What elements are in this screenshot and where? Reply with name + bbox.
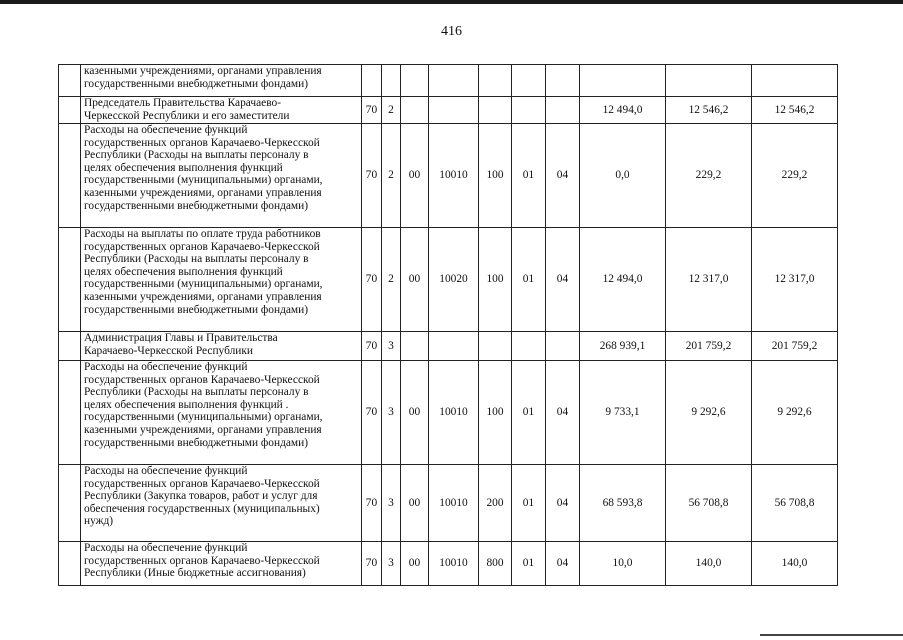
code-subsection-1 (512, 332, 546, 361)
code-section: 2 (382, 228, 401, 332)
amount-year-1: 268 939,1 (580, 332, 666, 361)
code-program: 00 (401, 124, 429, 228)
description-line: государственными внебюджетными фондами) (84, 199, 309, 212)
code-subsection-1: 01 (512, 361, 546, 465)
description-cell (81, 124, 362, 228)
table-row (59, 65, 838, 97)
code-direction: 10010 (429, 361, 479, 465)
code-ministry: 70 (362, 361, 382, 465)
amount-year-2: 229,2 (666, 124, 752, 228)
description-cell (81, 332, 362, 361)
code-section: 3 (382, 465, 401, 542)
code-direction (429, 97, 479, 124)
row-number-cell (59, 97, 81, 124)
amount-year-1: 10,0 (580, 542, 666, 586)
description-line: нужд) (84, 515, 114, 528)
description-line: Расходы на выплаты по оплате труда работников (84, 228, 321, 240)
description-cell (81, 465, 362, 542)
description-line: государственными внебюджетными фондами) (84, 77, 309, 90)
code-ministry (362, 65, 382, 97)
description-cell (81, 65, 362, 97)
amount-year-3: 201 759,2 (752, 332, 838, 361)
code-subsection-1: 01 (512, 542, 546, 586)
code-expense-type (479, 65, 512, 97)
code-subsection-2: 04 (546, 361, 580, 465)
bottom-edge-line (760, 634, 903, 636)
description-line: Председатель Правительства Карачаево- (84, 97, 281, 109)
description-line: государственных органов Карачаево-Черкесской (84, 136, 320, 149)
code-ministry: 70 (362, 124, 382, 228)
amount-year-1: 9 733,1 (580, 361, 666, 465)
code-expense-type: 100 (479, 228, 512, 332)
amount-year-2: 12 317,0 (666, 228, 752, 332)
code-section: 3 (382, 361, 401, 465)
code-expense-type: 100 (479, 361, 512, 465)
amount-year-3: 9 292,6 (752, 361, 838, 465)
row-number-cell (59, 361, 81, 465)
code-subsection-2 (546, 65, 580, 97)
code-subsection-1: 01 (512, 465, 546, 542)
description-line: Республики (Расходы на выплаты персоналу в (84, 253, 309, 266)
code-expense-type (479, 97, 512, 124)
code-section (382, 65, 401, 97)
amount-year-2 (666, 65, 752, 97)
description-line: Республики (Закупка товаров, работ и услуг для (84, 490, 318, 503)
amount-year-1 (580, 65, 666, 97)
description-line: Карачаево-Черкесской Республики (84, 344, 254, 357)
code-direction (429, 332, 479, 361)
table-row (59, 542, 838, 586)
page-number: 416 (441, 24, 462, 39)
code-direction (429, 65, 479, 97)
code-program (401, 332, 429, 361)
amount-year-2: 12 546,2 (666, 97, 752, 124)
amount-year-3 (752, 65, 838, 97)
description-line: целях обеспечения выполнения функций (84, 265, 283, 278)
code-program (401, 97, 429, 124)
description-line: государственных органов Карачаево-Черкесской (84, 240, 320, 253)
description-line: Расходы на обеспечение функций (84, 361, 248, 373)
code-section: 2 (382, 97, 401, 124)
code-program: 00 (401, 361, 429, 465)
amount-year-2: 201 759,2 (666, 332, 752, 361)
description-cell (81, 97, 362, 124)
description-cell (81, 542, 362, 586)
description-line: казенными учреждениями, органами управления (84, 65, 322, 77)
code-direction: 10010 (429, 542, 479, 586)
row-number-cell (59, 228, 81, 332)
code-subsection-2: 04 (546, 228, 580, 332)
code-program (401, 65, 429, 97)
code-program: 00 (401, 542, 429, 586)
budget-table (58, 64, 838, 586)
table-row (59, 465, 838, 542)
amount-year-3: 12 546,2 (752, 97, 838, 124)
row-number-cell (59, 124, 81, 228)
code-section: 2 (382, 124, 401, 228)
code-subsection-1 (512, 97, 546, 124)
description-cell (81, 361, 362, 465)
description-line: целях обеспечения выполнения функций . (84, 398, 289, 411)
amount-year-3: 12 317,0 (752, 228, 838, 332)
code-subsection-1: 01 (512, 228, 546, 332)
description-line: государственных органов Карачаево-Черкесской (84, 477, 320, 490)
row-number-cell (59, 465, 81, 542)
code-program: 00 (401, 228, 429, 332)
description-line: Расходы на обеспечение функций (84, 124, 248, 136)
description-line: Расходы на обеспечение функций (84, 465, 248, 477)
top-border-line (0, 0, 903, 4)
description-line: казенными учреждениями, органами управления (84, 290, 322, 303)
code-expense-type: 100 (479, 124, 512, 228)
description-line: Черкесской Республики и его заместители (84, 109, 290, 122)
code-direction: 10010 (429, 465, 479, 542)
code-subsection-2 (546, 97, 580, 124)
description-line: Республики (Расходы на выплаты персоналу в (84, 386, 309, 399)
description-line: Республики (Расходы на выплаты персоналу в (84, 149, 309, 162)
description-line: государственных органов Карачаево-Черкесской (84, 554, 320, 567)
amount-year-1: 12 494,0 (580, 97, 666, 124)
row-number-cell (59, 65, 81, 97)
table-row (59, 97, 838, 124)
amount-year-1: 12 494,0 (580, 228, 666, 332)
table-row (59, 332, 838, 361)
description-line: казенными учреждениями, органами управления (84, 423, 322, 436)
code-expense-type (479, 332, 512, 361)
code-direction: 10010 (429, 124, 479, 228)
code-ministry: 70 (362, 332, 382, 361)
table-row (59, 228, 838, 332)
code-ministry: 70 (362, 97, 382, 124)
code-expense-type: 800 (479, 542, 512, 586)
code-program: 00 (401, 465, 429, 542)
description-line: государственными (муниципальными) органами, (84, 174, 323, 187)
description-cell (81, 228, 362, 332)
amount-year-2: 140,0 (666, 542, 752, 586)
description-line: государственными (муниципальными) органами, (84, 411, 323, 424)
code-subsection-2: 04 (546, 465, 580, 542)
code-subsection-1: 01 (512, 124, 546, 228)
table-row (59, 361, 838, 465)
code-direction: 10020 (429, 228, 479, 332)
description-line: целях обеспечения выполнения функций (84, 161, 283, 174)
code-subsection-2: 04 (546, 542, 580, 586)
code-subsection-2: 04 (546, 124, 580, 228)
row-number-cell (59, 332, 81, 361)
row-number-cell (59, 542, 81, 586)
code-subsection-2 (546, 332, 580, 361)
amount-year-3: 56 708,8 (752, 465, 838, 542)
amount-year-2: 9 292,6 (666, 361, 752, 465)
code-expense-type: 200 (479, 465, 512, 542)
amount-year-1: 0,0 (580, 124, 666, 228)
code-subsection-1 (512, 65, 546, 97)
amount-year-2: 56 708,8 (666, 465, 752, 542)
amount-year-3: 140,0 (752, 542, 838, 586)
code-section: 3 (382, 542, 401, 586)
description-line: государственными (муниципальными) органами, (84, 278, 323, 291)
description-line: государственных органов Карачаево-Черкесской (84, 373, 320, 386)
code-ministry: 70 (362, 228, 382, 332)
code-ministry: 70 (362, 542, 382, 586)
description-line: государственными внебюджетными фондами) (84, 436, 309, 449)
description-line: казенными учреждениями, органами управления (84, 186, 322, 199)
code-section: 3 (382, 332, 401, 361)
amount-year-3: 229,2 (752, 124, 838, 228)
description-line: Администрация Главы и Правительства (84, 332, 278, 344)
description-line: Расходы на обеспечение функций (84, 542, 248, 554)
code-ministry: 70 (362, 465, 382, 542)
description-line: обеспечения государственных (муниципальных) (84, 502, 320, 515)
description-line: Республики (Иные бюджетные ассигнования) (84, 567, 306, 580)
table-row (59, 124, 838, 228)
amount-year-1: 68 593,8 (580, 465, 666, 542)
description-line: государственными внебюджетными фондами) (84, 303, 309, 316)
